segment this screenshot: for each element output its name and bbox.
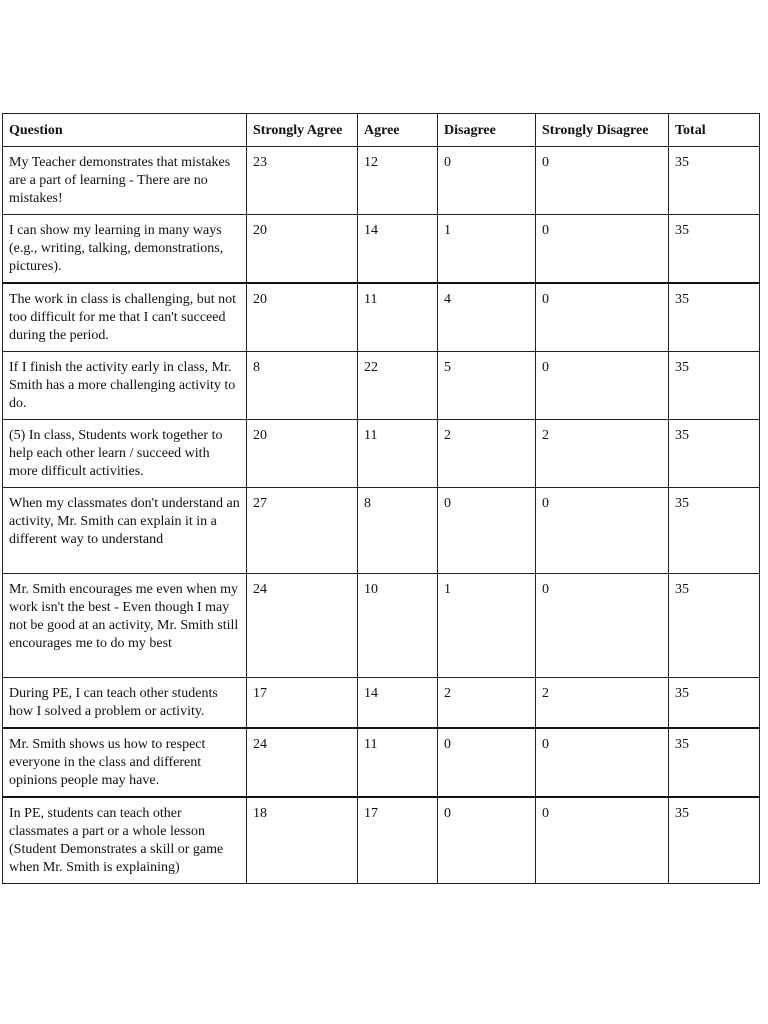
total-cell: 35 (669, 420, 760, 488)
header-total: Total (669, 114, 760, 147)
table-row (3, 728, 760, 797)
strongly-agree-cell: 20 (247, 420, 358, 488)
disagree-cell: 0 (438, 728, 536, 797)
total-cell: 35 (669, 352, 760, 420)
total-cell: 35 (669, 283, 760, 352)
total-cell: 35 (669, 797, 760, 884)
disagree-cell: 4 (438, 283, 536, 352)
total-cell: 35 (669, 215, 760, 284)
strongly-disagree-cell: 0 (536, 352, 669, 420)
table-row (3, 215, 760, 284)
table-row (3, 420, 760, 488)
total-cell: 35 (669, 488, 760, 574)
strongly-disagree-cell: 0 (536, 797, 669, 884)
total-cell: 35 (669, 728, 760, 797)
agree-cell: 17 (358, 797, 438, 884)
disagree-cell: 1 (438, 215, 536, 284)
table-row (3, 678, 760, 729)
disagree-cell: 5 (438, 352, 536, 420)
strongly-agree-cell: 27 (247, 488, 358, 574)
survey-results-table (2, 113, 760, 884)
header-row (3, 114, 760, 147)
header-disagree: Disagree (438, 114, 536, 147)
agree-cell: 11 (358, 728, 438, 797)
strongly-agree-cell: 20 (247, 215, 358, 284)
strongly-disagree-cell: 0 (536, 574, 669, 678)
table-row (3, 797, 760, 884)
agree-cell: 10 (358, 574, 438, 678)
table-row (3, 283, 760, 352)
strongly-agree-cell: 18 (247, 797, 358, 884)
question-cell: During PE, I can teach other students how I solved a problem or activity. (3, 678, 247, 729)
disagree-cell: 0 (438, 147, 536, 215)
disagree-cell: 0 (438, 488, 536, 574)
strongly-disagree-cell: 0 (536, 215, 669, 284)
question-cell: My Teacher demonstrates that mistakes are a part of learning - There are no mistakes! (3, 147, 247, 215)
agree-cell: 22 (358, 352, 438, 420)
disagree-cell: 1 (438, 574, 536, 678)
strongly-disagree-cell: 2 (536, 420, 669, 488)
strongly-disagree-cell: 0 (536, 147, 669, 215)
agree-cell: 12 (358, 147, 438, 215)
strongly-agree-cell: 24 (247, 574, 358, 678)
question-cell: Mr. Smith encourages me even when my work isn't the best - Even though I may not be good at an activity, Mr. Smith still encourages me to do my best (3, 574, 247, 678)
agree-cell: 11 (358, 420, 438, 488)
strongly-agree-cell: 24 (247, 728, 358, 797)
strongly-agree-cell: 8 (247, 352, 358, 420)
disagree-cell: 2 (438, 678, 536, 729)
question-cell: The work in class is challenging, but not too difficult for me that I can't succeed during the period. (3, 283, 247, 352)
strongly-disagree-cell: 2 (536, 678, 669, 729)
total-cell: 35 (669, 678, 760, 729)
agree-cell: 14 (358, 678, 438, 729)
question-cell: In PE, students can teach other classmates a part or a whole lesson (Student Demonstrates a skill or game when Mr. Smith is explaining) (3, 797, 247, 884)
table-row (3, 574, 760, 678)
header-agree: Agree (358, 114, 438, 147)
agree-cell: 14 (358, 215, 438, 284)
strongly-disagree-cell: 0 (536, 488, 669, 574)
strongly-agree-cell: 17 (247, 678, 358, 729)
header-strongly-agree: Strongly Agree (247, 114, 358, 147)
strongly-agree-cell: 20 (247, 283, 358, 352)
table-row (3, 147, 760, 215)
disagree-cell: 2 (438, 420, 536, 488)
question-cell: I can show my learning in many ways (e.g., writing, talking, demonstrations, pictures). (3, 215, 247, 284)
table-row (3, 352, 760, 420)
question-cell: When my classmates don't understand an activity, Mr. Smith can explain it in a different way to understand (3, 488, 247, 574)
strongly-disagree-cell: 0 (536, 728, 669, 797)
disagree-cell: 0 (438, 797, 536, 884)
strongly-agree-cell: 23 (247, 147, 358, 215)
total-cell: 35 (669, 574, 760, 678)
total-cell: 35 (669, 147, 760, 215)
question-cell: (5) In class, Students work together to help each other learn / succeed with more difficult activities. (3, 420, 247, 488)
header-question: Question (3, 114, 247, 147)
question-cell: Mr. Smith shows us how to respect everyone in the class and different opinions people may have. (3, 728, 247, 797)
question-cell: If I finish the activity early in class, Mr. Smith has a more challenging activity to do. (3, 352, 247, 420)
agree-cell: 11 (358, 283, 438, 352)
strongly-disagree-cell: 0 (536, 283, 669, 352)
table-row (3, 488, 760, 574)
header-strongly-disagree: Strongly Disagree (536, 114, 669, 147)
agree-cell: 8 (358, 488, 438, 574)
